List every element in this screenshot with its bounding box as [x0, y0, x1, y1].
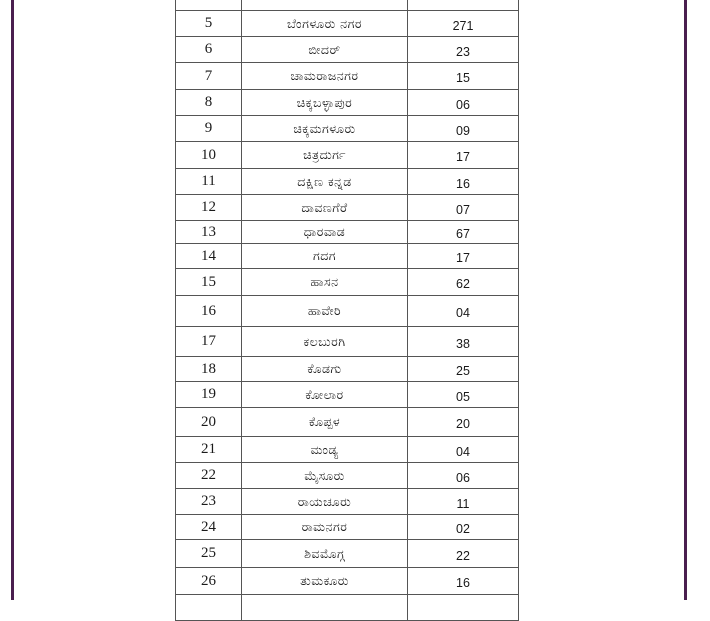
serial-number-cell [176, 244, 242, 269]
serial-number-cell-text: 7 [204, 67, 213, 84]
district-name-cell-text: ಕೊಪ್ಪಳ [308, 414, 341, 429]
count-cell [408, 463, 519, 489]
serial-number-cell [176, 595, 242, 621]
table-row [176, 540, 519, 568]
district-name-cell-text: ಹಾಸನ [310, 274, 339, 289]
district-name-cell [242, 90, 408, 116]
count-cell-text: 05 [456, 389, 470, 404]
table-row [176, 595, 519, 621]
serial-number-cell-text: 9 [204, 120, 213, 136]
page-border-left [11, 0, 14, 600]
district-name-cell [242, 11, 408, 37]
table-row [176, 408, 519, 437]
count-cell-text: 17 [456, 251, 470, 265]
table-row [176, 357, 519, 382]
table-row [176, 437, 519, 463]
count-cell [408, 269, 519, 296]
count-cell-text: 23 [456, 44, 470, 59]
count-cell [408, 142, 519, 169]
district-name-cell [242, 244, 408, 269]
count-cell [408, 595, 519, 621]
count-cell [408, 540, 519, 568]
serial-number-cell [176, 437, 242, 463]
district-name-cell [242, 63, 408, 90]
district-name-cell-text: ರಾಯಚೂರು [297, 493, 352, 509]
district-name-cell-text: ಚಿಕ್ಕಬಳ್ಳಾಪುರ [296, 94, 353, 110]
count-cell [408, 357, 519, 382]
serial-number-cell [176, 463, 242, 489]
count-cell [408, 244, 519, 269]
district-table-body [176, 0, 519, 621]
table-row [176, 327, 519, 357]
count-cell [408, 0, 519, 11]
district-name-cell [242, 221, 408, 244]
district-name-cell [242, 37, 408, 63]
serial-number-cell [176, 221, 242, 244]
serial-number-cell-text: 8 [204, 94, 213, 110]
count-cell-text: 04 [456, 306, 470, 320]
district-name-cell [242, 489, 408, 515]
district-name-cell [242, 116, 408, 142]
table-row [176, 11, 519, 37]
serial-number-cell [176, 11, 242, 37]
serial-number-cell-text: 20 [201, 413, 216, 430]
district-name-cell [242, 595, 408, 621]
serial-number-cell [176, 116, 242, 142]
table-row [176, 142, 519, 169]
count-cell [408, 296, 519, 327]
district-name-cell-text: ಹಾವೇರಿ [307, 303, 342, 318]
district-name-cell-text: ಕೋಲಾರ [305, 386, 344, 402]
district-name-cell-text: ಕಲಬುರಗಿ [303, 333, 346, 349]
table-row [176, 463, 519, 489]
serial-number-cell-text: 13 [201, 223, 216, 240]
district-name-cell-text: ಚಿಕ್ಕಮಗಳೂರು [293, 120, 356, 136]
count-cell-text: 02 [456, 522, 470, 536]
table-row [176, 90, 519, 116]
district-name-cell [242, 568, 408, 595]
table-row [176, 296, 519, 327]
serial-number-cell [176, 296, 242, 327]
serial-number-cell-text: 23 [201, 493, 216, 509]
serial-number-cell-text: 18 [201, 360, 216, 377]
table-row [176, 37, 519, 63]
count-cell [408, 437, 519, 463]
serial-number-cell-text: 11 [201, 173, 216, 189]
count-cell-text: 22 [456, 548, 470, 563]
serial-number-cell [176, 0, 242, 11]
count-cell-text: 15 [456, 71, 470, 85]
district-name-cell-text: ಚಾಮರಾಜನಗರ [290, 68, 359, 83]
district-table [175, 0, 519, 621]
serial-number-cell [176, 540, 242, 568]
count-cell-text: 11 [456, 496, 470, 511]
district-name-cell [242, 327, 408, 357]
district-name-cell-text: ತುಮಕೂರು [300, 573, 349, 588]
serial-number-cell-text: 24 [201, 518, 216, 535]
district-name-cell-text: ಬೀದರ್ [308, 41, 341, 57]
serial-number-cell [176, 195, 242, 221]
district-name-cell-text: ಚಿತ್ರದುರ್ಗ [303, 147, 346, 162]
district-name-cell [242, 142, 408, 169]
district-name-cell-text: ಬೆಂಗಳೂರು ನಗರ [287, 15, 362, 31]
table-row [176, 169, 519, 195]
count-cell-text: 67 [456, 227, 470, 241]
district-name-cell [242, 195, 408, 221]
count-cell [408, 408, 519, 437]
count-cell [408, 568, 519, 595]
count-cell-text: 20 [456, 417, 470, 431]
district-name-cell-text: ಮಂಡ್ಯ [310, 441, 339, 457]
count-cell-text: 17 [456, 150, 470, 164]
district-name-cell-text: ಶಿವಮೊಗ್ಗ [304, 545, 345, 561]
serial-number-cell-text: 10 [201, 146, 216, 163]
table-row [176, 568, 519, 595]
serial-number-cell-text: 21 [201, 441, 216, 457]
district-name-cell-text: ಗದಗ [312, 248, 337, 263]
count-cell [408, 195, 519, 221]
serial-number-cell [176, 37, 242, 63]
count-cell [408, 37, 519, 63]
district-name-cell [242, 437, 408, 463]
count-cell-text: 04 [456, 444, 470, 459]
serial-number-cell-text: 14 [201, 247, 216, 264]
table-row [176, 221, 519, 244]
count-cell [408, 327, 519, 357]
serial-number-cell-text: 6 [204, 41, 213, 57]
count-cell-text: 06 [456, 97, 470, 112]
count-cell [408, 221, 519, 244]
table-row [176, 489, 519, 515]
serial-number-cell-text: 5 [204, 15, 213, 31]
district-name-cell [242, 296, 408, 327]
serial-number-cell-text: 25 [201, 545, 216, 561]
count-cell [408, 489, 519, 515]
district-name-cell-text: ದಾವಣಗೆರೆ [301, 199, 348, 215]
count-cell [408, 382, 519, 408]
table-row [176, 116, 519, 142]
district-name-cell-text: ಕೊಡಗು [307, 361, 342, 376]
serial-number-cell [176, 568, 242, 595]
count-cell-text: 271 [452, 18, 474, 33]
serial-number-cell-text: 15 [201, 273, 216, 290]
serial-number-cell [176, 327, 242, 357]
serial-number-cell [176, 357, 242, 382]
serial-number-cell-text: 22 [201, 467, 216, 483]
count-cell [408, 11, 519, 37]
serial-number-cell-text: 12 [201, 199, 216, 215]
district-name-cell [242, 269, 408, 296]
district-name-cell [242, 463, 408, 489]
serial-number-cell [176, 489, 242, 515]
count-cell-text: 07 [456, 202, 470, 217]
serial-number-cell-text: 17 [201, 333, 216, 349]
district-name-cell [242, 169, 408, 195]
district-name-cell-text: ದಕ್ಷಿಣ ಕನ್ನಡ [297, 173, 352, 189]
district-name-cell [242, 408, 408, 437]
serial-number-cell [176, 142, 242, 169]
page-border-right [684, 0, 687, 600]
table-row [176, 195, 519, 221]
district-name-cell-text: ರಾಮನಗರ [301, 519, 348, 534]
count-cell-text: 06 [456, 470, 470, 485]
count-cell-text: 62 [456, 277, 470, 291]
district-name-cell-text: ಮೈಸೂರು [304, 467, 345, 483]
count-cell [408, 515, 519, 540]
district-name-cell-text: ಧಾರವಾಡ [303, 224, 346, 239]
district-name-cell [242, 357, 408, 382]
table-row [176, 63, 519, 90]
count-cell-text: 16 [456, 576, 470, 590]
count-cell [408, 90, 519, 116]
count-cell-text: 16 [456, 176, 470, 191]
serial-number-cell [176, 169, 242, 195]
table-row [176, 244, 519, 269]
serial-number-cell [176, 515, 242, 540]
serial-number-cell-text: 16 [201, 302, 216, 319]
serial-number-cell [176, 408, 242, 437]
serial-number-cell [176, 63, 242, 90]
table-row [176, 0, 519, 11]
serial-number-cell [176, 382, 242, 408]
count-cell [408, 169, 519, 195]
count-cell [408, 116, 519, 142]
serial-number-cell-text: 26 [201, 572, 216, 589]
count-cell-text: 09 [456, 123, 470, 138]
serial-number-cell [176, 269, 242, 296]
district-name-cell [242, 382, 408, 408]
count-cell [408, 63, 519, 90]
district-name-cell [242, 540, 408, 568]
serial-number-cell [176, 90, 242, 116]
table-row [176, 515, 519, 540]
count-cell-text: 25 [456, 364, 470, 378]
district-name-cell [242, 0, 408, 11]
serial-number-cell-text: 19 [201, 386, 216, 402]
district-name-cell [242, 515, 408, 540]
table-row [176, 382, 519, 408]
count-cell-text: 38 [456, 336, 470, 351]
table-row [176, 269, 519, 296]
